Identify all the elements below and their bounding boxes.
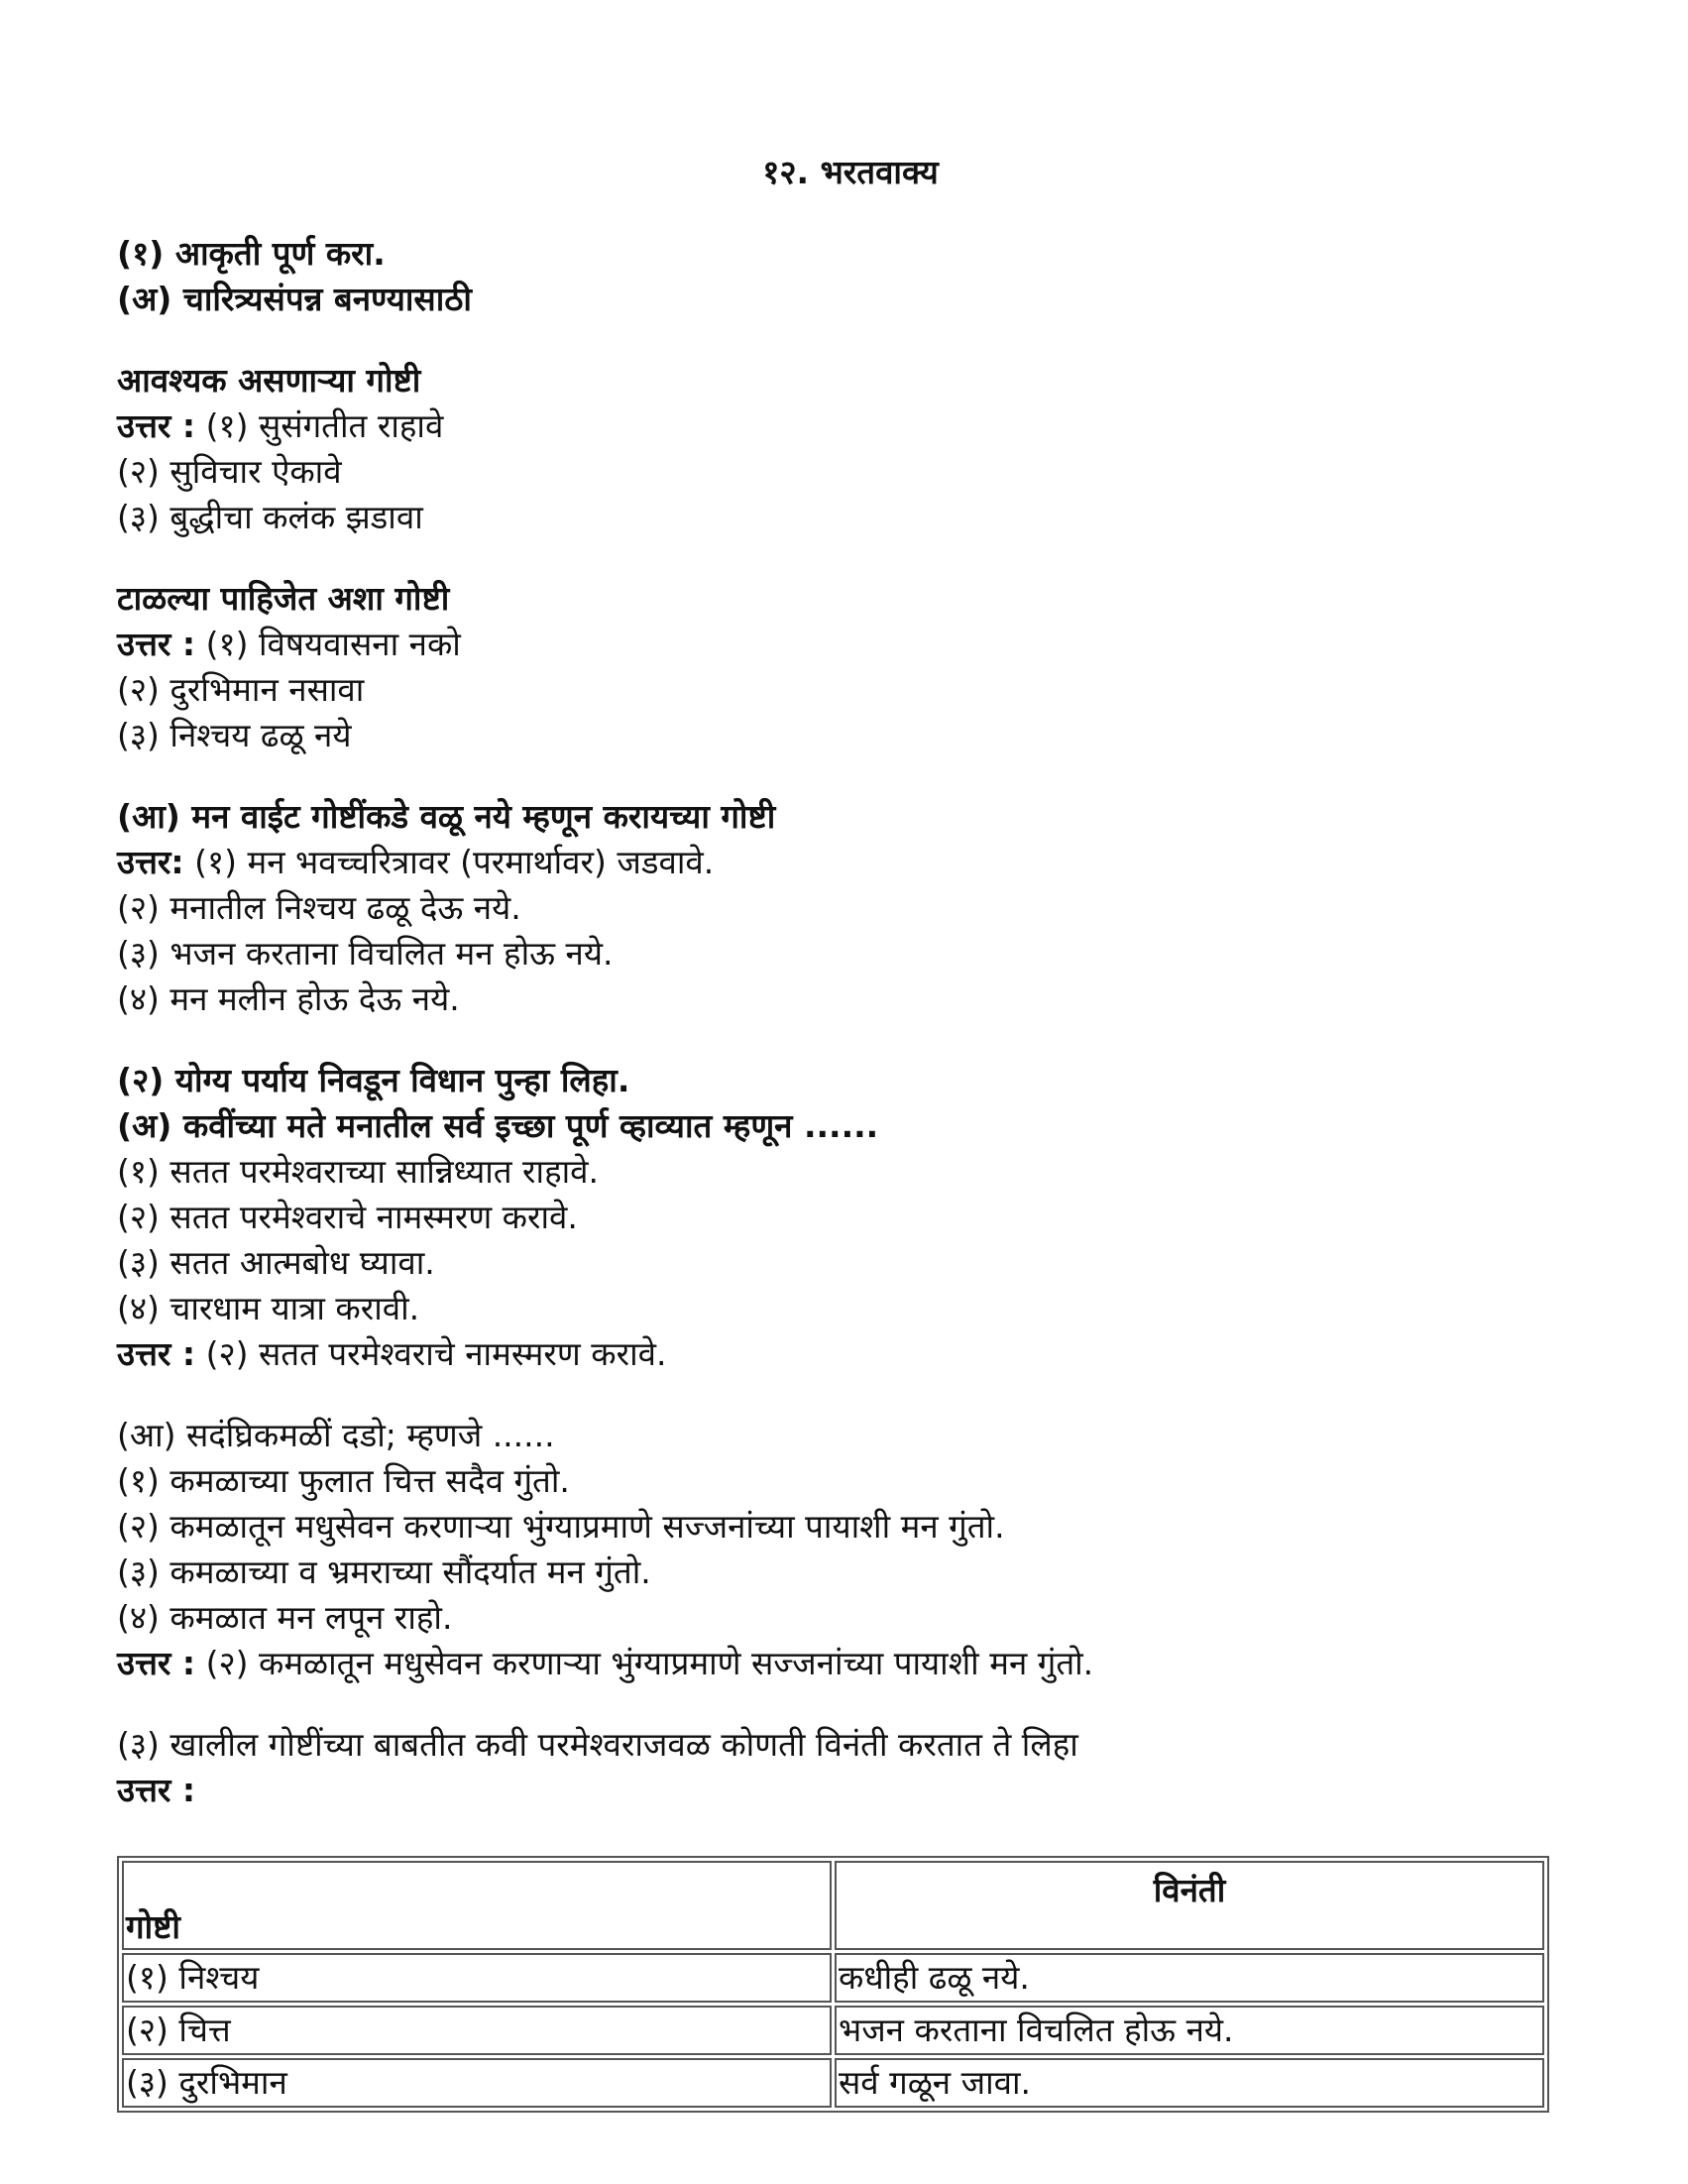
option-item: (३) कमळाच्या व भ्रमराच्या सौंदर्यात मन गुंतो. [117, 1552, 651, 1591]
table-cell: कधीही ढळू नये. [835, 1953, 1544, 2003]
request-table [117, 1856, 1549, 2113]
group1-heading: आवश्यक असणाऱ्या गोष्टी [117, 361, 421, 400]
table-header-row [122, 1861, 1544, 1950]
answer-label: उत्तर : [117, 406, 196, 445]
q1-sub-aa-heading: (आ) मन वाईट गोष्टींकडे वळू नये म्हणून करायच्या गोष्टी [117, 797, 776, 836]
list-item: उत्तर : (१) सुसंगतीत राहावे [117, 406, 444, 445]
table-row [122, 1953, 1544, 2003]
q1-sub-a: (अ) चारित्र्यसंपन्न बनण्यासाठी [117, 280, 472, 318]
answer-line: उत्तर : (२) कमळातून मधुसेवन करणाऱ्या भुंग्याप्रमाणे सज्जनांच्या पायाशी मन गुंतो. [117, 1644, 1094, 1682]
table-cell: (३) दुरभिमान [122, 2058, 832, 2108]
q2-heading: (२) योग्य पर्याय निवडून विधान पुन्हा लिहा. [117, 1061, 630, 1099]
option-item: (१) कमळाच्या फुलात चित्त सदैव गुंतो. [117, 1461, 570, 1500]
q2-sub-a-heading: (अ) कवींच्या मते मनातील सर्व इच्छा पूर्ण व्हाव्यात म्हणून ...... [117, 1106, 879, 1145]
option-item: (२) सतत परमेश्वराचे नामस्मरण करावे. [117, 1198, 578, 1236]
option-item: (४) कमळात मन लपून राहो. [117, 1598, 453, 1637]
table-cell: भजन करताना विचलित होऊ नये. [835, 2006, 1544, 2055]
list-item: (२) मनातील निश्चय ढळू देऊ नये. [117, 888, 521, 927]
option-item: (२) कमळातून मधुसेवन करणाऱ्या भुंग्याप्रमाणे सज्जनांच्या पायाशी मन गुंतो. [117, 1507, 1005, 1546]
table-row [122, 2058, 1544, 2108]
list-item: (२) दुरभिमान नसावा [117, 670, 365, 709]
answer-label: उत्तर: [117, 843, 184, 881]
column-header-request: विनंती [835, 1861, 1544, 1950]
answer-label: उत्तर : [117, 1334, 196, 1373]
answer-label: उत्तर : [117, 1644, 196, 1682]
column-header-things: गोष्टी [122, 1861, 832, 1950]
q2-sub-aa-heading: (आ) सदंघ्रिकमळीं दडो; म्हणजे ...... [117, 1416, 555, 1454]
option-item: (१) सतत परमेश्वराच्या सान्निध्यात राहावे. [117, 1152, 600, 1191]
q1-heading: (१) आकृती पूर्ण करा. [117, 234, 386, 273]
list-item: (३) भजन करताना विचलित मन होऊ नये. [117, 934, 614, 973]
q3-heading: (३) खालील गोष्टींच्या बाबतीत कवी परमेश्वराजवळ कोणती विनंती करतात ते लिहा [117, 1725, 1078, 1764]
table-row [122, 2006, 1544, 2055]
list-item: (३) बुद्धीचा कलंक झडावा [117, 498, 423, 536]
list-item: उत्तर: (१) मन भवच्चरित्रावर (परमार्थावर) जडवावे. [117, 843, 715, 881]
table-cell: सर्व गळून जावा. [835, 2058, 1544, 2108]
answer-label: उत्तर : [117, 625, 196, 663]
list-item: (३) निश्चय ढळू नये [117, 716, 352, 754]
answer-label: उत्तर : [117, 1771, 196, 1809]
list-item: (४) मन मलीन होऊ देऊ नये. [117, 979, 460, 1018]
list-item: (२) सुविचार ऐकावे [117, 452, 342, 491]
answer-line: उत्तर : (२) सतत परमेश्वराचे नामस्मरण करावे. [117, 1334, 667, 1373]
worksheet-page [117, 149, 1544, 1813]
list-item: उत्तर : (१) विषयवासना नको [117, 625, 461, 663]
group2-heading: टाळल्या पाहिजेत अशा गोष्टी [117, 579, 450, 618]
table-cell: (२) चित्त [122, 2006, 832, 2055]
table-cell: (१) निश्चय [122, 1953, 832, 2003]
page-title: १२. भरतवाक्य [762, 153, 939, 191]
option-item: (४) चारधाम यात्रा करावी. [117, 1289, 420, 1327]
option-item: (३) सतत आत्मबोध घ्यावा. [117, 1243, 435, 1282]
